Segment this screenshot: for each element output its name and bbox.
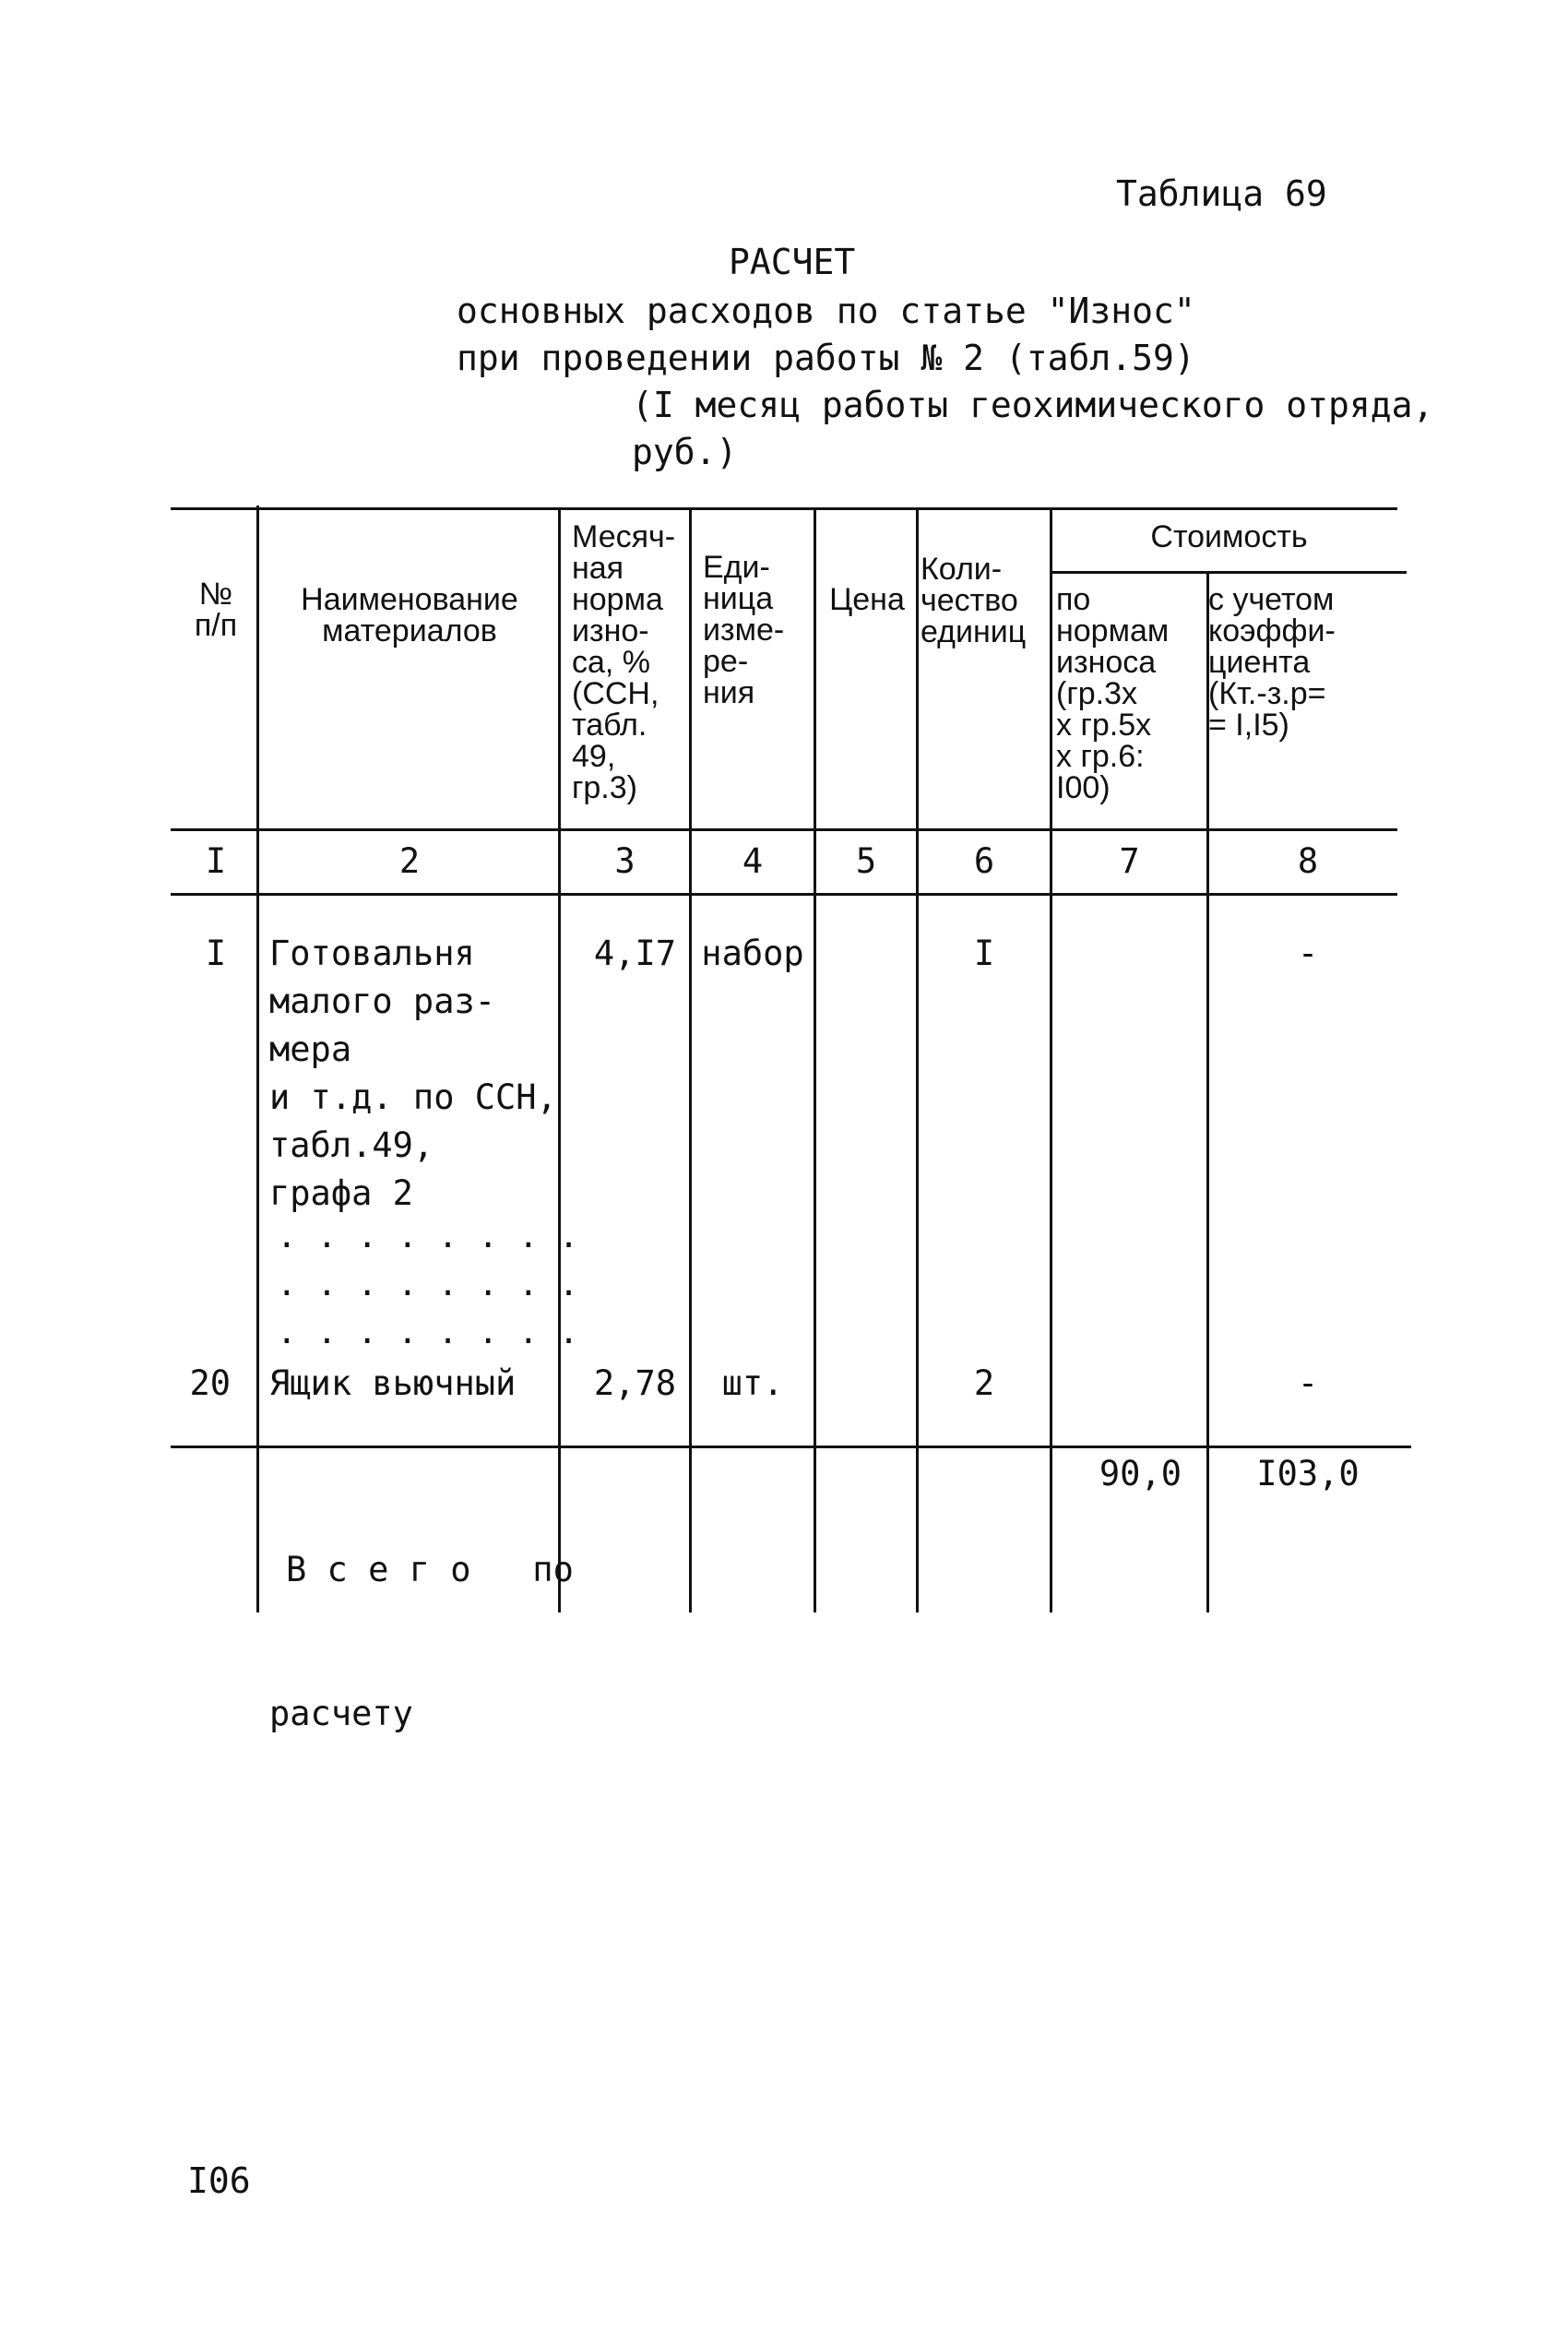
header-name [261, 584, 558, 647]
header-cost-norm-line: износа [1056, 645, 1157, 680]
colnum-bottom-rule [171, 893, 1397, 896]
row-cost-coef: - [1297, 1363, 1319, 1403]
row-num: I [205, 934, 227, 973]
header-name-line: Наименование [301, 582, 518, 617]
header-cost-norm-line: по [1056, 582, 1091, 617]
row-norm: 4,I7 [593, 934, 676, 973]
document-title: РАСЧЕТ [729, 242, 856, 282]
cost-subheader-rule [1051, 571, 1407, 574]
row-name [269, 930, 557, 1218]
total-label-line: расчету [269, 1694, 413, 1733]
col-divider-3 [689, 507, 692, 1612]
subtitle-line-4: руб.) [632, 432, 738, 472]
row-name-line: Готовальня [269, 934, 475, 973]
row-name-line: мера [269, 1029, 352, 1069]
header-unit [703, 552, 784, 708]
header-num-line: № [198, 577, 233, 612]
row-name [269, 1360, 516, 1408]
subtitle-line-2: при проведении работы № 2 (табл.59) [457, 338, 1195, 378]
header-unit-line: ре- [703, 644, 749, 679]
header-cost-norm-line: I00) [1056, 770, 1111, 805]
total-cost-norm: 90,0 [1099, 1454, 1182, 1493]
header-norm-line: табл. [572, 708, 647, 743]
header-norm-line: ная [572, 551, 624, 586]
row-qty: 2 [973, 1363, 995, 1403]
header-cost-coef [1208, 584, 1336, 741]
header-norm-line: са, % [572, 645, 651, 680]
header-name-line: материалов [322, 613, 497, 648]
col-number: 7 [1119, 841, 1140, 881]
row-name-line: Ящик вьючный [269, 1363, 517, 1403]
col-number: 6 [973, 841, 995, 881]
header-unit-line: изме- [703, 613, 785, 648]
header-cost-coef-line: (Кт.-з.р= [1208, 676, 1326, 711]
total-cost-coef: I03,0 [1256, 1454, 1360, 1493]
col-divider-5 [916, 507, 919, 1612]
table-top-rule [171, 507, 1397, 510]
row-unit: шт. [721, 1363, 784, 1403]
subtitle-line-3: (I месяц работы геохимического отряда, [632, 385, 1434, 425]
ellipsis-line: ........ [277, 1266, 600, 1303]
header-cost-coef-line: коэффи- [1208, 613, 1336, 648]
subtitle-line-1: основных расходов по статье "Износ" [457, 291, 1195, 331]
row-name-line: малого раз- [269, 982, 496, 1021]
header-norm-line: норма [572, 582, 663, 617]
col-divider-4 [814, 507, 816, 1612]
header-qty-line: единиц [921, 614, 1027, 649]
table-label: Таблица 69 [1116, 173, 1327, 214]
header-norm-line: гр.3) [572, 770, 637, 805]
ellipsis-line: ........ [277, 1314, 600, 1351]
col-divider-1 [256, 506, 259, 1612]
col-divider-6 [1050, 507, 1052, 1612]
header-cost-coef-line: циента [1208, 645, 1311, 680]
header-price-line: Цена [829, 582, 905, 617]
header-cost-norm-line: нормам [1056, 613, 1170, 648]
ellipsis-line: ........ [277, 1218, 600, 1255]
header-qty-line: чество [921, 583, 1018, 618]
header-cost-norm-line: (гр.3х [1056, 676, 1137, 711]
row-cost-coef: - [1297, 934, 1319, 973]
header-norm [572, 521, 675, 803]
header-cost-norm [1056, 584, 1169, 803]
row-name-line: графа 2 [269, 1173, 413, 1213]
col-number: 8 [1297, 841, 1319, 881]
header-norm-line: (ССН, [572, 676, 659, 711]
row-qty: I [973, 934, 995, 973]
header-num [175, 578, 256, 641]
header-bottom-rule [171, 828, 1397, 831]
row-name-line: табл.49, [269, 1125, 434, 1165]
header-cost-norm-line: х гр.5х [1056, 708, 1152, 743]
row-unit: набор [701, 934, 804, 973]
col-number: 4 [742, 841, 764, 881]
col-number: 2 [398, 841, 421, 881]
header-cost-coef-line: = I,I5) [1208, 708, 1289, 743]
page-number: I06 [187, 2160, 251, 2201]
header-cost: Стоимость [1150, 519, 1308, 554]
header-norm-line: изно- [572, 613, 649, 648]
header-unit-line: Еди- [703, 550, 770, 585]
total-label [269, 1450, 574, 1834]
header-cost-coef-line: с учетом [1208, 582, 1335, 617]
row-norm: 2,78 [593, 1363, 676, 1403]
header-num-line: п/п [194, 608, 238, 643]
col-number: 3 [614, 841, 636, 881]
header-unit-line: ница [703, 581, 774, 616]
header-qty [921, 553, 1026, 648]
total-top-rule [171, 1446, 1411, 1448]
header-norm-line: 49, [572, 739, 616, 774]
header-qty-line: Коли- [921, 552, 1003, 587]
col-number: I [205, 841, 227, 881]
col-divider-2 [558, 507, 561, 1612]
total-label-line: В с е г о по [286, 1550, 574, 1589]
col-number: 5 [855, 841, 877, 881]
header-norm-line: Месяч- [572, 519, 676, 554]
header-unit-line: ния [703, 675, 755, 710]
header-cost-norm-line: х гр.6: [1056, 739, 1145, 774]
row-num: 20 [189, 1363, 231, 1403]
header-price [818, 584, 916, 615]
row-name-line: и т.д. по ССН, [269, 1077, 557, 1117]
